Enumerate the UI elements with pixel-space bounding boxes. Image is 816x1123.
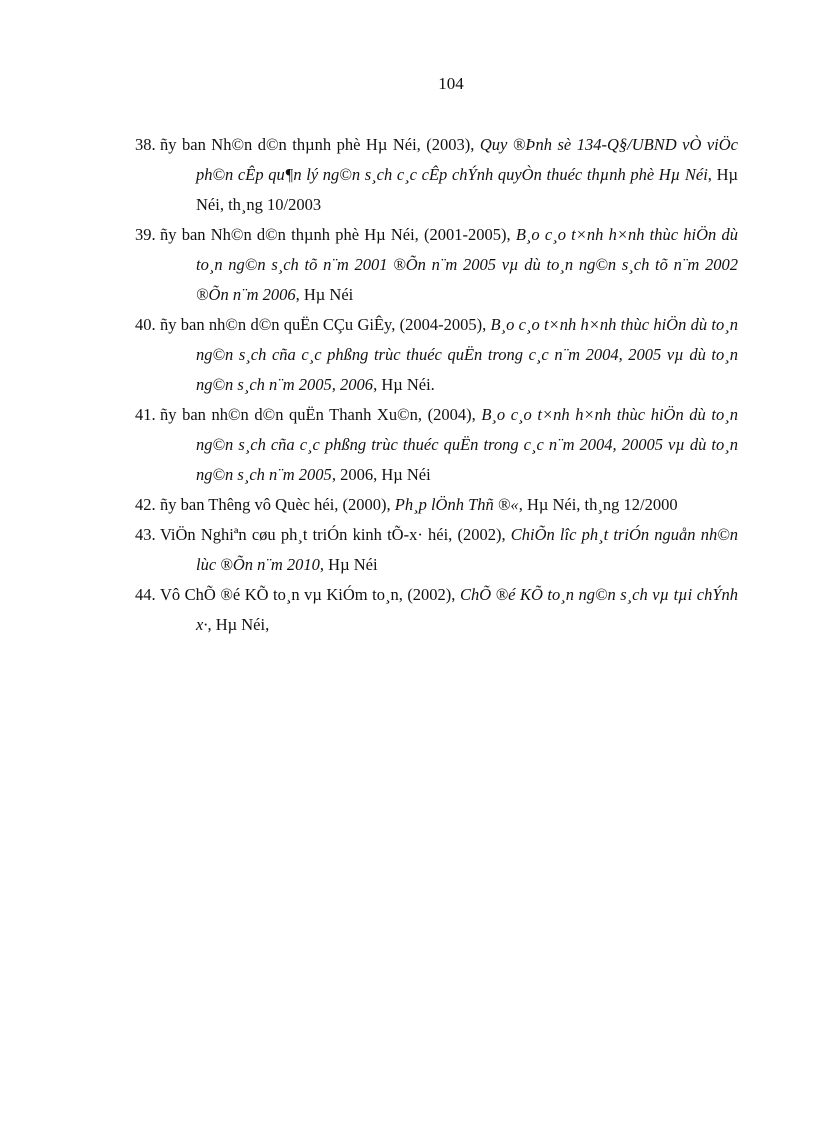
reference-publication: , Hµ Néi, th¸ng 10/2003 [196,165,738,214]
reference-title: B¸o c¸o t×nh h×nh thùc hiÖn dù to¸n ng©n s¸ch cña c¸c phßng trùc thuéc quËn trong c¸c n¨m 2004, 2005 vµ dù to¸n ng©n s¸ch n¨m 2005, 2006 [196,315,738,394]
reference-number: 41. [135,405,156,424]
reference-publication: , Hµ Néi. [373,375,435,394]
reference-number: 43. [135,525,156,544]
reference-text [160,490,738,520]
reference-authors: ñy ban Nh©n d©n thµnh phè Hµ Néi, (2001-2005), [160,225,516,244]
reference-publication: , 2006, Hµ Néi [331,465,431,484]
reference-title: B¸o c¸o t×nh h×nh thùc hiÖn dù to¸n ng©n s¸ch cña c¸c phßng trùc thuéc quËn trong c¸c n¨m 2004, 20005 vµ dù to¸n ng©n s¸ch n¨m 2005 [196,405,738,484]
reference-number: 40. [135,315,156,334]
reference-list [135,130,738,640]
reference-title: B¸o c¸o t×nh h×nh thùc hiÖn dù to¸n ng©n s¸ch tõ n¨m 2001 ®Õn n¨m 2005 vµ dù to¸n ng©n s¸ch tõ n¨m 2002 ®Õn n¨m 2006 [196,225,738,304]
reference-text [160,130,738,220]
reference-text [160,220,738,310]
reference-title: ChiÕn lîc ph¸t triÓn nguån nh©n lùc ®Õn n¨m 2010 [196,525,738,574]
reference-authors: ñy ban nh©n d©n quËn Thanh Xu©n, (2004), [160,405,482,424]
reference-number: 42. [135,495,156,514]
reference-title: ChÕ ®é KÕ to¸n ng©n s¸ch vµ tµi chÝnh x· [196,585,738,634]
reference-publication: , Hµ Néi [295,285,354,304]
reference-item [135,490,738,520]
reference-authors: ñy ban Nh©n d©n thµnh phè Hµ Néi, (2003), [160,135,480,154]
reference-number: 44. [135,585,156,604]
reference-number: 38. [135,135,156,154]
reference-publication: , Hµ Néi, th¸ng 12/2000 [518,495,678,514]
reference-number: 39. [135,225,156,244]
reference-publication: , Hµ Néi [319,555,378,574]
reference-authors: ViÖn Nghiªn cøu ph¸t triÓn kinh tÕ-x· héi, (2002), [160,525,511,544]
reference-item [135,130,738,220]
reference-authors: ñy ban nh©n d©n quËn CÇu GiÊy, (2004-2005), [160,315,491,334]
reference-item [135,520,738,580]
reference-publication: , Hµ Néi, [207,615,270,634]
reference-title: Ph¸p lÖnh Thñ ®« [394,495,519,514]
page-number: 104 [438,74,464,93]
reference-title: Quy ®Þnh sè 134-Q§/UBND vÒ viÖc ph©n cÊp qu¶n lý ng©n s¸ch c¸c cÊp chÝnh quyÒn thuéc thµnh phè Hµ Néi [196,135,738,184]
reference-text [160,520,738,580]
reference-item [135,310,738,400]
reference-authors: Vô ChÕ ®é KÕ to¸n vµ KiÓm to¸n, (2002), [160,585,460,604]
reference-text [160,310,738,400]
reference-authors: ñy ban Thêng vô Quèc héi, (2000), [160,495,395,514]
reference-text [160,400,738,490]
reference-item [135,580,738,640]
reference-item [135,400,738,490]
reference-item [135,220,738,310]
reference-text [160,580,738,640]
